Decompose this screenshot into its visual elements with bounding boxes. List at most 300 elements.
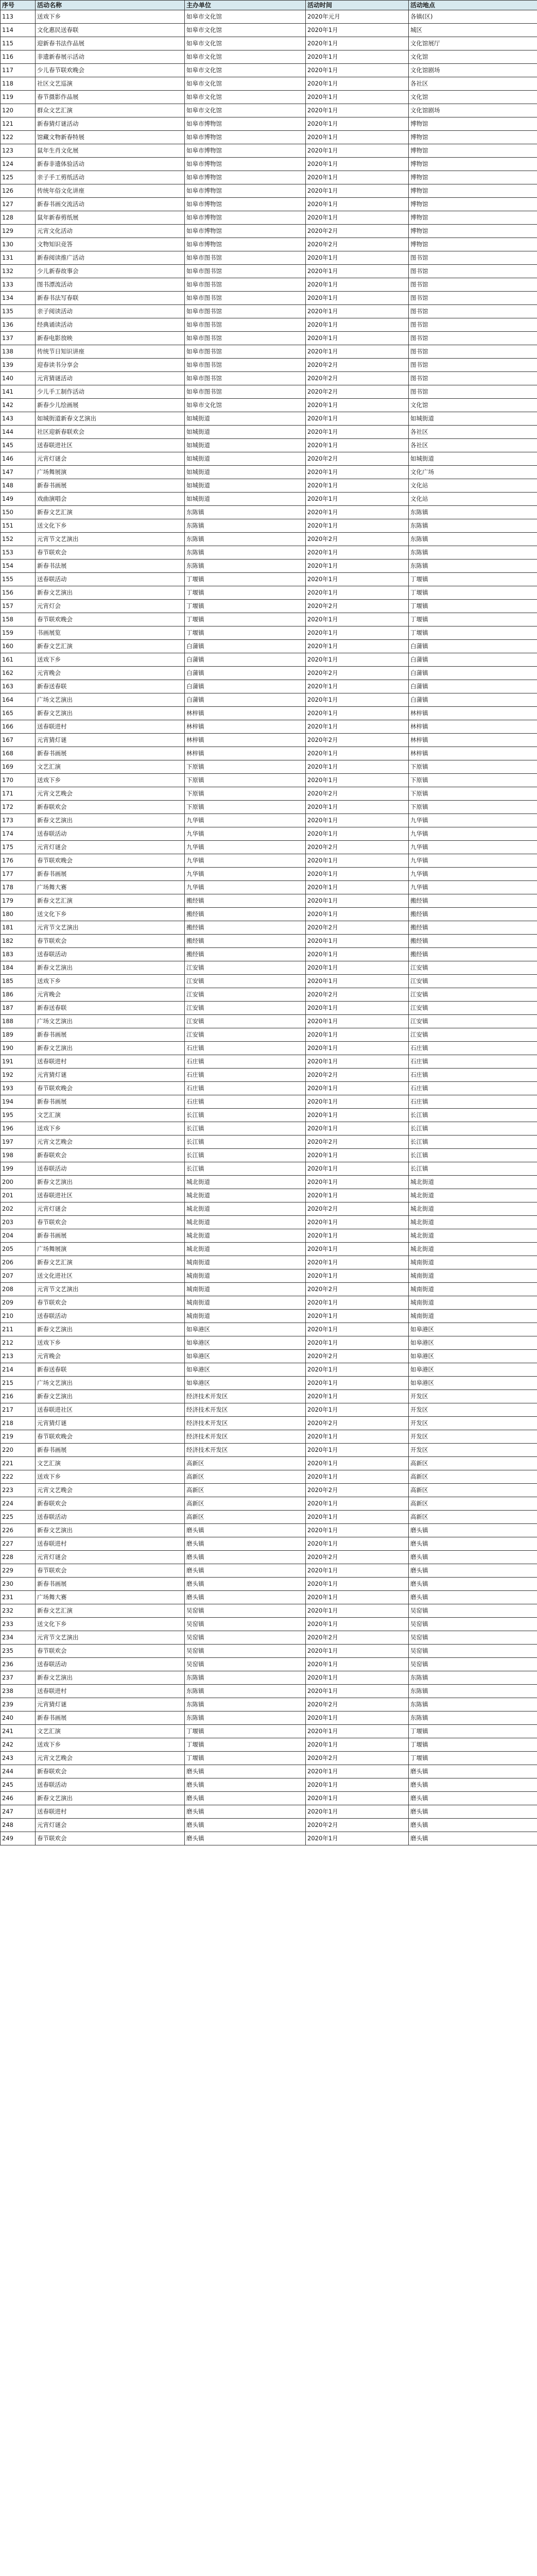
- cell-activity-name: 新春文艺演出: [36, 1323, 185, 1336]
- table-row: [1, 1310, 537, 1323]
- cell-activity-name: 新春文艺演出: [36, 707, 185, 720]
- cell-activity-location: 如城街道: [409, 412, 537, 426]
- cell-serial: 218: [1, 1417, 36, 1430]
- cell-activity-time: 2020年1月: [306, 854, 409, 868]
- cell-activity-location: 吴窑镇: [409, 1658, 537, 1671]
- cell-activity-time: 2020年2月: [306, 1136, 409, 1149]
- cell-activity-time: 2020年2月: [306, 385, 409, 399]
- table-row: [1, 747, 537, 760]
- header-activity-time: 活动时间: [306, 1, 409, 10]
- table-row: [1, 1336, 537, 1350]
- cell-organizer: 丁堰镇: [185, 613, 306, 626]
- cell-serial: 223: [1, 1484, 36, 1497]
- cell-activity-name: 送戏下乡: [36, 1336, 185, 1350]
- table-row: [1, 1363, 537, 1377]
- cell-serial: 188: [1, 1015, 36, 1028]
- cell-serial: 237: [1, 1671, 36, 1685]
- cell-organizer: 如城街道: [185, 493, 306, 506]
- cell-activity-name: 社区迎新春联欢会: [36, 426, 185, 439]
- cell-organizer: 长江镇: [185, 1122, 306, 1136]
- cell-organizer: 搬经镇: [185, 948, 306, 961]
- table-row: [1, 1269, 537, 1283]
- cell-activity-location: 丁堰镇: [409, 586, 537, 600]
- table-row: [1, 801, 537, 814]
- cell-activity-location: 江安镇: [409, 988, 537, 1002]
- cell-activity-name: 元宵灯谜会: [36, 1819, 185, 1832]
- table-row: [1, 841, 537, 854]
- table-row: [1, 1819, 537, 1832]
- cell-activity-name: 非遗新春展示活动: [36, 50, 185, 64]
- cell-organizer: 东陈镇: [185, 1671, 306, 1685]
- cell-serial: 116: [1, 50, 36, 64]
- cell-activity-location: 下原镇: [409, 774, 537, 787]
- table-row: [1, 1778, 537, 1792]
- cell-activity-name: 新春文艺演出: [36, 1390, 185, 1403]
- cell-serial: 153: [1, 546, 36, 560]
- cell-organizer: 城南街道: [185, 1310, 306, 1323]
- cell-activity-name: 元宵灯谜会: [36, 1551, 185, 1564]
- cell-organizer: 城北街道: [185, 1202, 306, 1216]
- table-row: [1, 1417, 537, 1430]
- cell-activity-time: 2020年1月: [306, 801, 409, 814]
- cell-activity-name: 文化惠民送春联: [36, 24, 185, 37]
- cell-activity-name: 送春联活动: [36, 1162, 185, 1176]
- cell-activity-name: 新春文艺演出: [36, 961, 185, 975]
- cell-serial: 135: [1, 305, 36, 318]
- cell-activity-location: 开发区: [409, 1444, 537, 1457]
- table-row: [1, 988, 537, 1002]
- cell-activity-name: 新春文艺演出: [36, 814, 185, 827]
- cell-activity-time: 2020年2月: [306, 1484, 409, 1497]
- cell-activity-time: 2020年1月: [306, 586, 409, 600]
- cell-activity-location: 九华镇: [409, 881, 537, 894]
- cell-activity-name: 少儿手工制作活动: [36, 385, 185, 399]
- table-row: [1, 868, 537, 881]
- cell-activity-name: 送戏下乡: [36, 10, 185, 24]
- cell-activity-time: 2020年1月: [306, 211, 409, 225]
- cell-serial: 187: [1, 1002, 36, 1015]
- cell-activity-name: 馆藏文物新春特展: [36, 131, 185, 144]
- cell-serial: 143: [1, 412, 36, 426]
- cell-activity-location: 文化馆: [409, 399, 537, 412]
- cell-organizer: 城北街道: [185, 1176, 306, 1189]
- table-row: [1, 1028, 537, 1042]
- cell-activity-location: 磨头镇: [409, 1551, 537, 1564]
- cell-organizer: 经济技术开发区: [185, 1430, 306, 1444]
- cell-serial: 190: [1, 1042, 36, 1055]
- cell-activity-location: 下原镇: [409, 760, 537, 774]
- cell-activity-location: 江安镇: [409, 1015, 537, 1028]
- cell-serial: 146: [1, 452, 36, 466]
- cell-activity-name: 新春文艺演出: [36, 586, 185, 600]
- cell-activity-location: 图书馆: [409, 265, 537, 278]
- cell-activity-time: 2020年1月: [306, 278, 409, 292]
- cell-serial: 130: [1, 238, 36, 251]
- cell-activity-location: 磨头镇: [409, 1765, 537, 1778]
- cell-activity-location: 城南街道: [409, 1269, 537, 1283]
- cell-organizer: 东陈镇: [185, 533, 306, 546]
- cell-activity-location: 文化广场: [409, 466, 537, 479]
- cell-activity-location: 东陈镇: [409, 1671, 537, 1685]
- cell-organizer: 如皋市文化馆: [185, 10, 306, 24]
- cell-activity-location: 图书馆: [409, 385, 537, 399]
- cell-activity-name: 春节联欢晚会: [36, 613, 185, 626]
- cell-activity-location: 东陈镇: [409, 533, 537, 546]
- cell-activity-time: 2020年2月: [306, 1202, 409, 1216]
- cell-serial: 114: [1, 24, 36, 37]
- cell-organizer: 城北街道: [185, 1189, 306, 1202]
- cell-activity-location: 丁堰镇: [409, 1752, 537, 1765]
- cell-serial: 147: [1, 466, 36, 479]
- cell-organizer: 石庄镇: [185, 1055, 306, 1069]
- cell-organizer: 九华镇: [185, 814, 306, 827]
- cell-serial: 221: [1, 1457, 36, 1470]
- cell-activity-location: 城南街道: [409, 1310, 537, 1323]
- cell-serial: 183: [1, 948, 36, 961]
- table-row: [1, 1457, 537, 1470]
- cell-activity-location: 博物馆: [409, 158, 537, 171]
- table-row: [1, 1524, 537, 1537]
- cell-activity-name: 新春联欢会: [36, 801, 185, 814]
- cell-serial: 201: [1, 1189, 36, 1202]
- cell-activity-location: 文化馆: [409, 91, 537, 104]
- cell-activity-time: 2020年1月: [306, 881, 409, 894]
- cell-activity-name: 元宵猜谜活动: [36, 372, 185, 385]
- table-row: [1, 1136, 537, 1149]
- table-row: [1, 1162, 537, 1176]
- cell-activity-time: 2020年1月: [306, 1363, 409, 1377]
- cell-serial: 184: [1, 961, 36, 975]
- cell-activity-location: 高新区: [409, 1457, 537, 1470]
- cell-organizer: 东陈镇: [185, 1685, 306, 1698]
- cell-activity-location: 如皋港区: [409, 1336, 537, 1350]
- table-row: [1, 64, 537, 77]
- cell-activity-name: 送春联进村: [36, 1805, 185, 1819]
- table-row: [1, 653, 537, 667]
- cell-activity-time: 2020年1月: [306, 24, 409, 37]
- cell-serial: 134: [1, 292, 36, 305]
- cell-activity-name: 送春联活动: [36, 1658, 185, 1671]
- table-row: [1, 265, 537, 278]
- cell-activity-name: 广场舞大赛: [36, 1591, 185, 1604]
- table-row: [1, 1738, 537, 1752]
- cell-activity-name: 送春联活动: [36, 948, 185, 961]
- table-row: [1, 466, 537, 479]
- cell-activity-time: 2020年1月: [306, 1604, 409, 1618]
- table-row: [1, 961, 537, 975]
- cell-organizer: 城北街道: [185, 1216, 306, 1229]
- cell-serial: 213: [1, 1350, 36, 1363]
- cell-activity-location: 城南街道: [409, 1256, 537, 1269]
- cell-activity-name: 元宵文艺晚会: [36, 1484, 185, 1497]
- cell-organizer: 江安镇: [185, 1015, 306, 1028]
- cell-serial: 236: [1, 1658, 36, 1671]
- table-row: [1, 1176, 537, 1189]
- cell-activity-time: 2020年2月: [306, 667, 409, 680]
- cell-organizer: 吴窑镇: [185, 1604, 306, 1618]
- cell-activity-time: 2020年2月: [306, 600, 409, 613]
- cell-activity-time: 2020年1月: [306, 747, 409, 760]
- cell-activity-location: 博物馆: [409, 144, 537, 158]
- cell-serial: 198: [1, 1149, 36, 1162]
- table-row: [1, 1698, 537, 1711]
- table-row: [1, 506, 537, 519]
- cell-activity-time: 2020年1月: [306, 1564, 409, 1578]
- cell-activity-name: 书画展览: [36, 626, 185, 640]
- cell-organizer: 如皋市图书馆: [185, 265, 306, 278]
- table-row: [1, 332, 537, 345]
- cell-organizer: 如皋市文化馆: [185, 399, 306, 412]
- cell-activity-time: 2020年1月: [306, 868, 409, 881]
- table-row: [1, 238, 537, 251]
- cell-organizer: 白蒲镇: [185, 680, 306, 693]
- cell-activity-location: 九华镇: [409, 814, 537, 827]
- cell-serial: 171: [1, 787, 36, 801]
- cell-organizer: 如皋市博物馆: [185, 198, 306, 211]
- cell-activity-location: 城区: [409, 24, 537, 37]
- table-row: [1, 479, 537, 493]
- cell-organizer: 如皋市博物馆: [185, 211, 306, 225]
- cell-activity-location: 博物馆: [409, 198, 537, 211]
- cell-activity-name: 春节联欢会: [36, 546, 185, 560]
- cell-activity-time: 2020年元月: [306, 10, 409, 24]
- table-row: [1, 1002, 537, 1015]
- cell-serial: 133: [1, 278, 36, 292]
- cell-activity-name: 元宵猜灯谜: [36, 1698, 185, 1711]
- cell-activity-location: 磨头镇: [409, 1591, 537, 1604]
- cell-serial: 191: [1, 1055, 36, 1069]
- cell-activity-location: 下原镇: [409, 801, 537, 814]
- header-activity-name: 活动名称: [36, 1, 185, 10]
- cell-activity-location: 吴窑镇: [409, 1618, 537, 1631]
- cell-organizer: 东陈镇: [185, 1711, 306, 1725]
- cell-activity-location: 图书馆: [409, 251, 537, 265]
- table-row: [1, 251, 537, 265]
- cell-activity-time: 2020年1月: [306, 948, 409, 961]
- table-row: [1, 171, 537, 184]
- cell-organizer: 高新区: [185, 1470, 306, 1484]
- cell-activity-time: 2020年1月: [306, 131, 409, 144]
- cell-activity-time: 2020年1月: [306, 1256, 409, 1269]
- cell-serial: 168: [1, 747, 36, 760]
- cell-activity-name: 亲子阅读活动: [36, 305, 185, 318]
- cell-activity-time: 2020年1月: [306, 1578, 409, 1591]
- cell-organizer: 如城街道: [185, 426, 306, 439]
- cell-activity-time: 2020年1月: [306, 560, 409, 573]
- cell-activity-location: 长江镇: [409, 1162, 537, 1176]
- table-row: [1, 359, 537, 372]
- table-row: [1, 774, 537, 787]
- cell-serial: 158: [1, 613, 36, 626]
- cell-activity-location: 石庄镇: [409, 1069, 537, 1082]
- cell-activity-time: 2020年1月: [306, 1765, 409, 1778]
- table-row: [1, 1283, 537, 1296]
- table-row: [1, 1189, 537, 1202]
- cell-activity-name: 送文化下乡: [36, 1618, 185, 1631]
- cell-activity-name: 新春文艺汇演: [36, 506, 185, 519]
- cell-serial: 214: [1, 1363, 36, 1377]
- cell-serial: 193: [1, 1082, 36, 1095]
- table-row: [1, 560, 537, 573]
- cell-serial: 227: [1, 1537, 36, 1551]
- cell-serial: 138: [1, 345, 36, 359]
- cell-activity-location: 文化馆剧场: [409, 64, 537, 77]
- cell-activity-name: 新春书法展: [36, 560, 185, 573]
- cell-organizer: 城北街道: [185, 1229, 306, 1243]
- cell-activity-name: 新春书法写春联: [36, 292, 185, 305]
- cell-activity-name: 送戏下乡: [36, 774, 185, 787]
- cell-activity-name: 春节联欢会: [36, 1216, 185, 1229]
- cell-activity-location: 石庄镇: [409, 1055, 537, 1069]
- table-row: [1, 1323, 537, 1336]
- table-row: [1, 894, 537, 908]
- cell-serial: 232: [1, 1604, 36, 1618]
- cell-activity-location: 白蒲镇: [409, 680, 537, 693]
- cell-activity-location: 图书馆: [409, 345, 537, 359]
- table-row: [1, 24, 537, 37]
- cell-organizer: 下原镇: [185, 787, 306, 801]
- table-row: [1, 814, 537, 827]
- cell-activity-location: 九华镇: [409, 841, 537, 854]
- table-row: [1, 600, 537, 613]
- cell-activity-time: 2020年1月: [306, 1537, 409, 1551]
- cell-organizer: 林梓镇: [185, 747, 306, 760]
- cell-organizer: 丁堰镇: [185, 1752, 306, 1765]
- cell-activity-location: 石庄镇: [409, 1042, 537, 1055]
- cell-activity-name: 春节联欢会: [36, 935, 185, 948]
- cell-activity-location: 下原镇: [409, 787, 537, 801]
- cell-serial: 231: [1, 1591, 36, 1604]
- cell-serial: 186: [1, 988, 36, 1002]
- cell-activity-time: 2020年1月: [306, 707, 409, 720]
- table-row: [1, 1082, 537, 1095]
- table-row: [1, 1109, 537, 1122]
- cell-serial: 229: [1, 1564, 36, 1578]
- cell-activity-location: 磨头镇: [409, 1524, 537, 1537]
- cell-organizer: 石庄镇: [185, 1069, 306, 1082]
- cell-activity-location: 博物馆: [409, 225, 537, 238]
- cell-activity-time: 2020年1月: [306, 318, 409, 332]
- cell-activity-location: 各镇(区): [409, 10, 537, 24]
- cell-activity-name: 新春书画展: [36, 1229, 185, 1243]
- cell-serial: 163: [1, 680, 36, 693]
- cell-activity-name: 新春文艺演出: [36, 1671, 185, 1685]
- table-row: [1, 439, 537, 452]
- cell-organizer: 如城街道: [185, 439, 306, 452]
- cell-activity-location: 图书馆: [409, 305, 537, 318]
- table-row: [1, 412, 537, 426]
- cell-organizer: 磨头镇: [185, 1765, 306, 1778]
- cell-serial: 179: [1, 894, 36, 908]
- cell-activity-location: 博物馆: [409, 117, 537, 131]
- cell-activity-time: 2020年2月: [306, 372, 409, 385]
- cell-activity-name: 春节联欢晚会: [36, 1082, 185, 1095]
- cell-serial: 247: [1, 1805, 36, 1819]
- cell-activity-location: 搬经镇: [409, 894, 537, 908]
- cell-activity-time: 2020年1月: [306, 184, 409, 198]
- table-row: [1, 225, 537, 238]
- cell-organizer: 磨头镇: [185, 1778, 306, 1792]
- cell-serial: 242: [1, 1738, 36, 1752]
- cell-activity-name: 送春联进村: [36, 1055, 185, 1069]
- cell-activity-name: 元宵节文艺演出: [36, 921, 185, 935]
- table-row: [1, 1578, 537, 1591]
- cell-activity-time: 2020年1月: [306, 292, 409, 305]
- cell-serial: 160: [1, 640, 36, 653]
- cell-activity-name: 元宵猜灯谜: [36, 734, 185, 747]
- cell-activity-location: 东陈镇: [409, 560, 537, 573]
- cell-activity-time: 2020年1月: [306, 814, 409, 827]
- cell-activity-time: 2020年1月: [306, 332, 409, 345]
- cell-activity-time: 2020年1月: [306, 1162, 409, 1176]
- cell-serial: 128: [1, 211, 36, 225]
- cell-organizer: 东陈镇: [185, 546, 306, 560]
- cell-activity-time: 2020年1月: [306, 1336, 409, 1350]
- cell-serial: 215: [1, 1377, 36, 1390]
- cell-activity-name: 广场舞大赛: [36, 881, 185, 894]
- cell-activity-time: 2020年2月: [306, 1069, 409, 1082]
- cell-organizer: 如皋市文化馆: [185, 24, 306, 37]
- cell-activity-location: 高新区: [409, 1497, 537, 1511]
- cell-activity-location: 文化站: [409, 479, 537, 493]
- cell-activity-time: 2020年2月: [306, 734, 409, 747]
- cell-activity-name: 戏曲演唱会: [36, 493, 185, 506]
- cell-activity-name: 新春书画展: [36, 1711, 185, 1725]
- cell-organizer: 江安镇: [185, 1028, 306, 1042]
- cell-organizer: 吴窑镇: [185, 1658, 306, 1671]
- cell-activity-name: 元宵灯会: [36, 600, 185, 613]
- cell-activity-name: 广场文艺演出: [36, 693, 185, 707]
- cell-activity-time: 2020年1月: [306, 1002, 409, 1015]
- cell-activity-name: 迎新春书法作品展: [36, 37, 185, 50]
- cell-organizer: 长江镇: [185, 1136, 306, 1149]
- cell-serial: 240: [1, 1711, 36, 1725]
- cell-activity-name: 送戏下乡: [36, 1738, 185, 1752]
- cell-organizer: 长江镇: [185, 1109, 306, 1122]
- cell-organizer: 丁堰镇: [185, 573, 306, 586]
- cell-activity-time: 2020年1月: [306, 546, 409, 560]
- cell-activity-name: 新春送春联: [36, 1002, 185, 1015]
- cell-activity-name: 新春联欢会: [36, 1497, 185, 1511]
- cell-activity-location: 丁堰镇: [409, 1725, 537, 1738]
- table-row: [1, 680, 537, 693]
- cell-activity-location: 九华镇: [409, 827, 537, 841]
- cell-activity-name: 少儿春节联欢晚会: [36, 64, 185, 77]
- cell-activity-time: 2020年1月: [306, 1618, 409, 1631]
- cell-serial: 131: [1, 251, 36, 265]
- table-row: [1, 184, 537, 198]
- cell-serial: 155: [1, 573, 36, 586]
- table-row: [1, 77, 537, 91]
- cell-serial: 165: [1, 707, 36, 720]
- cell-activity-location: 东陈镇: [409, 1685, 537, 1698]
- table-row: [1, 948, 537, 961]
- cell-organizer: 江安镇: [185, 975, 306, 988]
- cell-organizer: 磨头镇: [185, 1805, 306, 1819]
- cell-activity-time: 2020年1月: [306, 50, 409, 64]
- table-row: [1, 1645, 537, 1658]
- cell-organizer: 城南街道: [185, 1269, 306, 1283]
- cell-activity-time: 2020年1月: [306, 117, 409, 131]
- cell-serial: 150: [1, 506, 36, 519]
- cell-serial: 244: [1, 1765, 36, 1778]
- table-row: [1, 91, 537, 104]
- cell-activity-location: 长江镇: [409, 1109, 537, 1122]
- table-row: [1, 1149, 537, 1162]
- cell-activity-location: 城南街道: [409, 1296, 537, 1310]
- cell-activity-location: 开发区: [409, 1403, 537, 1417]
- cell-activity-time: 2020年1月: [306, 466, 409, 479]
